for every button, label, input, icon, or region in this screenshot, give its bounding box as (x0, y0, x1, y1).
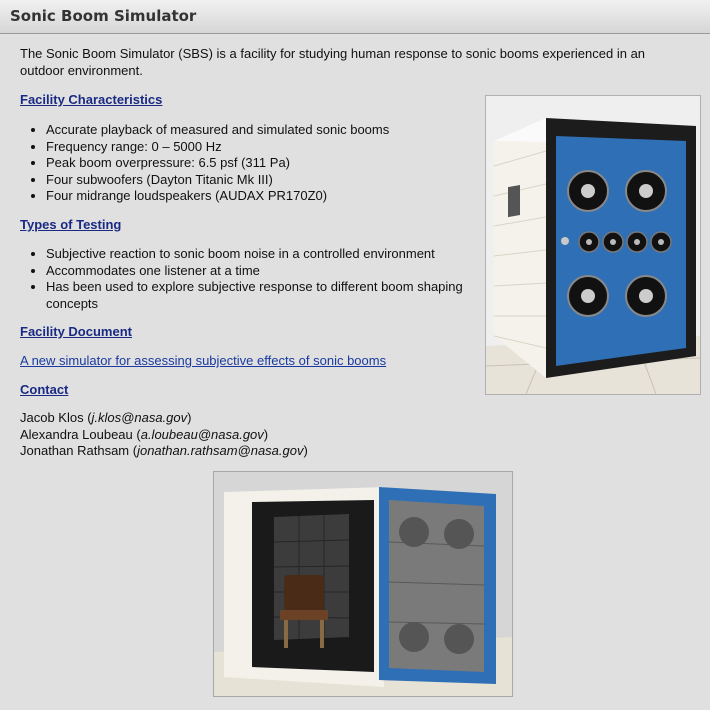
facility-characteristics-heading[interactable]: Facility Characteristics (20, 92, 163, 107)
contact-email[interactable]: jonathan.rathsam@nasa.gov (137, 443, 304, 458)
simulator-paper-link[interactable]: A new simulator for assessing subjective effects of sonic booms (20, 353, 387, 368)
types-of-testing-heading[interactable]: Types of Testing (20, 217, 122, 232)
list-item: • Frequency range: 0 – 5000 Hz (46, 139, 486, 156)
list-item: • Peak boom overpressure: 6.5 psf (311 Pa) (46, 155, 486, 172)
contact-row: Jacob Klos (j.klos@nasa.gov) (20, 410, 192, 425)
testing-list (26, 246, 486, 312)
intro-block (20, 46, 690, 79)
contact-name: Jacob Klos (20, 410, 84, 425)
contact-list (20, 410, 308, 460)
contact-heading[interactable]: Contact (20, 382, 69, 397)
panel-header (0, 0, 710, 34)
list-item: • Accurate playback of measured and simulated sonic booms (46, 122, 486, 139)
contact-row: Jonathan Rathsam (jonathan.rathsam@nasa.gov) (20, 443, 308, 458)
panel-title: Sonic Boom Simulator (10, 7, 197, 25)
facility-document-heading[interactable]: Facility Document (20, 324, 132, 339)
intro-text: The Sonic Boom Simulator (SBS) is a facility for studying human response to sonic booms experienced in an outdoor environment. (20, 46, 646, 78)
contact-name: Jonathan Rathsam (20, 443, 130, 458)
characteristics-list (26, 122, 486, 205)
contact-row: Alexandra Loubeau (a.loubeau@nasa.gov) (20, 426, 269, 442)
list-item: • Subjective reaction to sonic boom noise in a controlled environment (46, 246, 486, 263)
list-item: • Four subwoofers (Dayton Titanic Mk III) (46, 172, 486, 189)
contact-name: Alexandra Loubeau (20, 426, 133, 442)
contact-email[interactable]: j.klos@nasa.gov (91, 410, 188, 425)
booth-exterior-photo (485, 95, 701, 395)
list-item: • Has been used to explore subjective response to different boom shaping concepts (46, 279, 486, 312)
list-item: • Accommodates one listener at a time (46, 263, 486, 280)
list-item: • Four midrange loudspeakers (AUDAX PR170Z0) (46, 188, 486, 205)
contact-email[interactable]: a.loubeau@nasa.gov (140, 426, 264, 442)
booth-interior-photo (213, 471, 513, 697)
